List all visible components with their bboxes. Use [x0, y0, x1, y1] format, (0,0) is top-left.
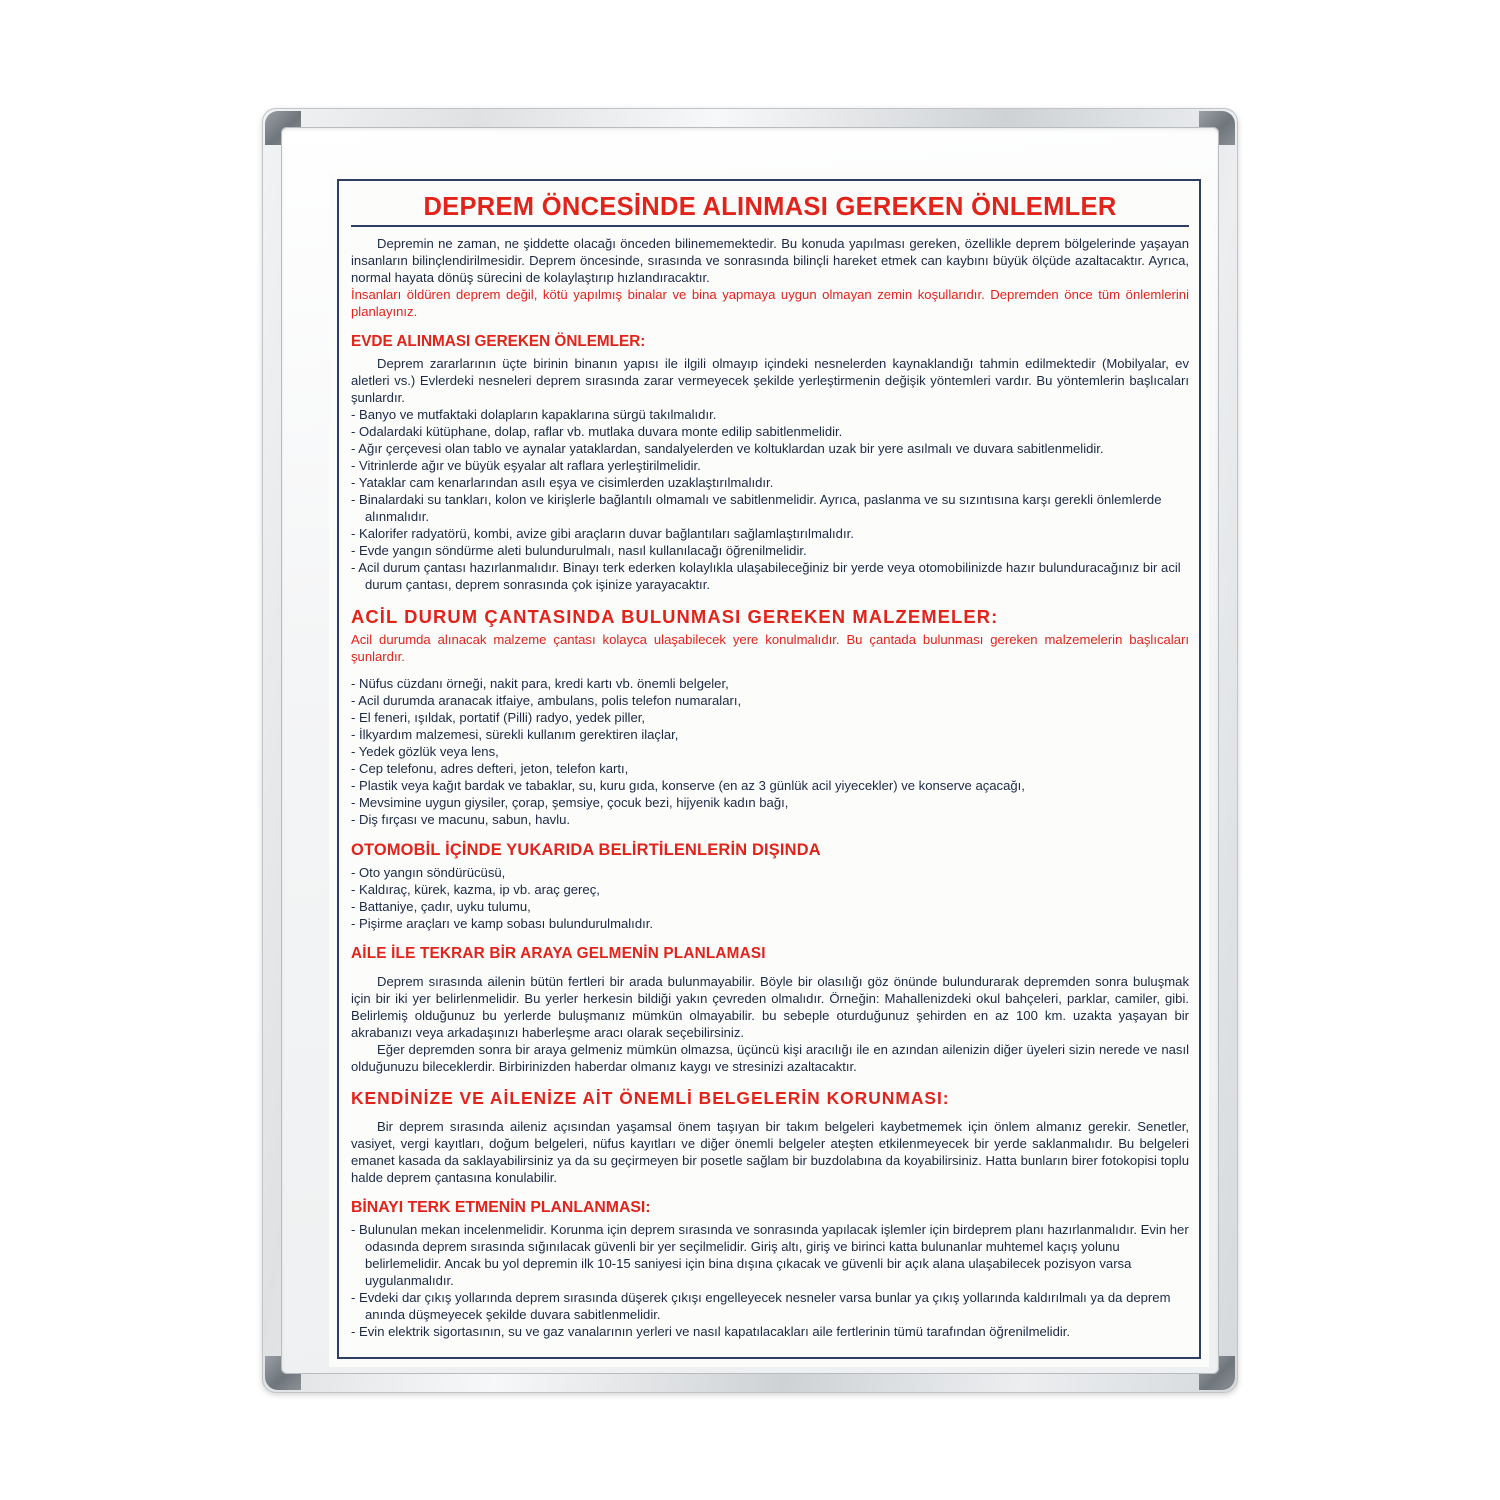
list-item: - El feneri, ışıldak, portatif (Pilli) radyo, yedek piller, — [351, 709, 1189, 726]
section-paragraph-acil-durum: Acil durumda alınacak malzeme çantası kolayca ulaşabilecek yere konulmalıdır. Bu çantada bulunması gereken malzemelerin başlıcaları şunlardır. — [351, 632, 1189, 665]
list-item: - Pişirme araçları ve kamp sobası bulundurulmalıdır. — [351, 915, 1189, 932]
poster-frame — [262, 108, 1238, 1393]
list-item: - Banyo ve mutfaktaki dolapların kapaklarına sürgü takılmalıdır. — [351, 406, 1189, 423]
list-item: - Binalardaki su tankları, kolon ve kirişlerle bağlantılı olmamalı ve sabitlenmelidir. Ayrıca, paslanma ve su sızıntısına karşı gerekli önlemlerde alınmalıdır. — [351, 491, 1189, 525]
intro-paragraph: Depremin ne zaman, ne şiddette olacağı önceden bilinememektedir. Bu konuda yapılması gereken, özellikle deprem bölgelerinde yaşayan insanların bilinçlendirilmesidir. Deprem öncesinde, sırasında ve sonrasında bilinçli hareket etmek can kaybını büyük ölçüde azaltacaktır. Ayrıca, normal hayata dönüş sürecini de kolaylaştırıp hızlandıracaktır. — [351, 236, 1189, 286]
list-item: - Ağır çerçevesi olan tablo ve aynalar yataklardan, sandalyelerden ve koltuklardan uzak bir yere asılmalı ve duvara sabitlenmelidir. — [351, 440, 1189, 457]
list-item: - Plastik veya kağıt bardak ve tabaklar, su, kuru gıda, konserve (en az 3 günlük acil yiyecekler) ve konserve açacağı, — [351, 777, 1189, 794]
list-item: - Yataklar cam kenarlarından asılı eşya ve cisimlerden uzaklaştırılmalıdır. — [351, 474, 1189, 491]
list-item: - Yedek gözlük veya lens, — [351, 743, 1189, 760]
poster-content — [351, 189, 1189, 1353]
section-heading-aile: AİLE İLE TEKRAR BİR ARAYA GELMENİN PLANLAMASI — [351, 945, 766, 963]
section-paragraph-belgeler: Bir deprem sırasında aileniz açısından yaşamsal önem taşıyan bir takım belgeleri kaybetmemek için önlem almanız gerekir. Senetler, vasiyet, vergi kayıtları, doğum belgeleri, nüfus kayıtları ve diğer önemli belgeler ateşten etkilenmeyecek bir yerde saklanmalıdır. Bu belgeleri emanet kasada da saklayabilirsiniz ya da su geçirmeyen bir posetle sağlam bir buzdolabına da koyabilirsiniz. Hatta bunların birer fotokopisi toplu halde deprem çantasına konulabilir. — [351, 1118, 1189, 1185]
section-heading-binayi-terk: BİNAYI TERK ETMENİN PLANLANMASI: — [351, 1198, 651, 1216]
list-item: - Oto yangın söndürücüsü, — [351, 864, 1189, 881]
list-item: - Acil durumda aranacak itfaiye, ambulans, polis telefon numaraları, — [351, 692, 1189, 709]
list-item: - Vitrinlerde ağır ve büyük eşyalar alt raflara yerleştirilmelidir. — [351, 457, 1189, 474]
list-item: - Nüfus cüzdanı örneği, nakit para, kredi kartı vb. önemli belgeler, — [351, 675, 1189, 692]
list-item: - Evde yangın söndürme aleti bulundurulmalı, nasıl kullanılacağı öğrenilmelidir. — [351, 542, 1189, 559]
list-item: - Battaniye, çadır, uyku tulumu, — [351, 898, 1189, 915]
section-list-binayi-terk — [351, 1221, 1189, 1340]
section-heading-otomobil: OTOMOBİL İÇİNDE YUKARIDA BELİRTİLENLERİN DIŞINDA — [351, 841, 821, 860]
list-item: - Acil durum çantası hazırlanmalıdır. Binayı terk ederken kolaylıkla ulaşabileceğiniz bir yerde veya otomobilinizde hazır bulunduracağınız bir acil durum çantası, deprem sonrasında çok işinize yarayacaktır. — [351, 559, 1189, 593]
section-list-acil-durum — [351, 675, 1189, 828]
section-list-evde — [351, 406, 1189, 593]
list-item: - Cep telefonu, adres defteri, jeton, telefon kartı, — [351, 760, 1189, 777]
section-heading-evde: EVDE ALINMASI GEREKEN ÖNLEMLER: — [351, 333, 646, 351]
title-divider — [351, 225, 1189, 227]
poster-sheet — [329, 171, 1209, 1367]
section-paragraph-aile-1: Deprem sırasında ailenin bütün fertleri bir arada bulunmayabilir. Böyle bir olasılığı göz önünde bulundurarak depremden sonra buluşmak için bir iki yer belirlenmelidir. Bu yerler herkesin bildiği yakın çevreden olmalıdır. Örneğin: Mahallenizdeki okul bahçeleri, parklar, camiler, gibi. Belirlemiş olduğunuz bu yerlerde buluşmanız mümkün olmayabilir. bu sebeple oturduğunuz şehirden en az 100 km. uzakta yaşayan bir akrabanızı veya arkadaşınızı haberleşme aracı olarak seçebilirsiniz. — [351, 973, 1189, 1040]
section-heading-acil-durum: ACİL DURUM ÇANTASINDA BULUNMASI GEREKEN MALZEMELER: — [351, 605, 999, 627]
list-item: - İlkyardım malzemesi, sürekli kullanım gerektiren ilaçlar, — [351, 726, 1189, 743]
section-heading-belgeler: KENDİNİZE VE AİLENİZE AİT ÖNEMLİ BELGELERİN KORUNMASI: — [351, 1087, 950, 1108]
list-item: - Kalorifer radyatörü, kombi, avize gibi araçların duvar bağlantıları sağlamlaştırılmalıdır. — [351, 525, 1189, 542]
page-title: DEPREM ÖNCESİNDE ALINMASI GEREKEN ÖNLEMLER — [423, 193, 1117, 221]
section-paragraph-evde: Deprem zararlarının üçte birinin binanın yapısı ile ilgili olmayıp içindeki nesnelerden kaynaklandığı tahmin edilmektedir (Mobilyalar, ev aletleri vs.) Evlerdeki nesneleri deprem sırasında zarar vermeyecek şekilde yerleştirmenin değişik yöntemleri vardır. Bu yöntemlerin başlıcaları şunlardır. — [351, 355, 1189, 405]
intro-warning: İnsanları öldüren deprem değil, kötü yapılmış binalar ve bina yapmaya uygun olmayan zemin koşullarıdır. Depremden önce tüm önlemlerini planlayınız. — [351, 287, 1189, 320]
list-item: - Diş fırçası ve macunu, sabun, havlu. — [351, 811, 1189, 828]
list-item: - Mevsimine uygun giysiler, çorap, şemsiye, çocuk bezi, hijyenik kadın bağı, — [351, 794, 1189, 811]
list-item: - Evin elektrik sigortasının, su ve gaz vanalarının yerleri ve nasıl kapatılacakları aile fertlerinin tümü tarafından öğrenilmelidir. — [351, 1323, 1189, 1340]
frame-bevel — [281, 127, 1219, 1374]
list-item: - Kaldıraç, kürek, kazma, ip vb. araç gereç, — [351, 881, 1189, 898]
list-item: - Evdeki dar çıkış yollarında deprem sırasında düşerek çıkışı engelleyecek nesneler varsa bunlar ya çıkış yollarında kaldırılmalı ya da deprem anında düşmeyecek şekilde duvara sabitlenmelidir. — [351, 1289, 1189, 1323]
list-item: - Bulunulan mekan incelenmelidir. Korunma için deprem sırasında ve sonrasında yapılacak işlemler için birdeprem planı hazırlanmalıdır. Evin her odasında deprem sırasında sığınılacak güvenli bir yer seçilmelidir. Giriş altı, giriş ve birinci katta bulunanlar muhtemel kaçış yolunu belirlemelidir. Ancak bu yol depremin ilk 10-15 saniyesi için bina dışına çıkacak ve güvenli bir açık alana ulaşabilecek pozisyon varsa uygulanmalıdır. — [351, 1221, 1189, 1289]
list-item: - Odalardaki kütüphane, dolap, raflar vb. mutlaka duvara monte edilip sabitlenmelidir. — [351, 423, 1189, 440]
section-paragraph-aile-2: Eğer depremden sonra bir araya gelmeniz mümkün olmazsa, üçüncü kişi aracılığı ile en azından ailenizin diğer üyeleri sizin nerede ve nasıl olduğunuzu bileceklerdir. Birbirinizden haberdar olmanız kaygı ve stresinizi azaltacaktır. — [351, 1041, 1189, 1074]
section-list-otomobil — [351, 864, 1189, 932]
